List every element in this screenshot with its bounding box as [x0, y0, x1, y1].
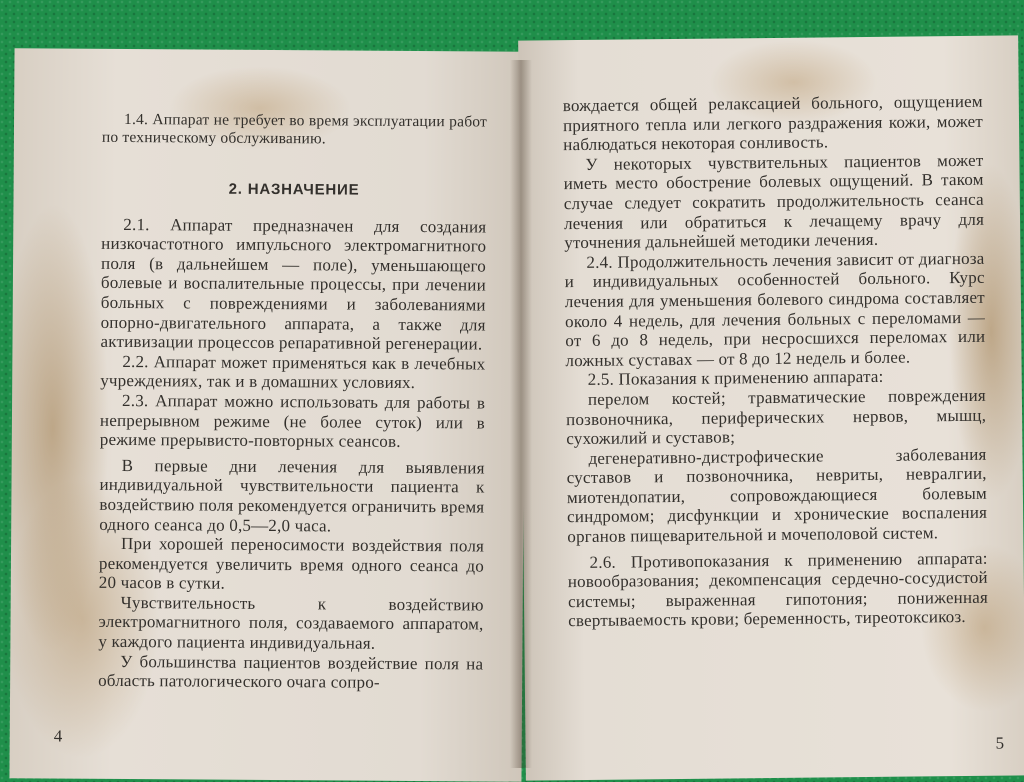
left-page: [9, 48, 526, 782]
paragraph-sensitivity: Чувствительность к воздействию электромагнитного поля, создаваемого аппаратом, у каждого пациента индивидуальная.: [98, 592, 484, 653]
paragraph-2-6: 2.6. Противопоказания к применению аппарата: новообразования; декомпенсация сердечно-сосудистой системы; выраженная гипотония; пониженная свертываемость крови; беременность, тиреотоксикоз.: [567, 548, 989, 631]
paragraph-1-4: 1.4. Аппарат не требует во время эксплуатации работ по техническому обслуживанию.: [101, 110, 488, 148]
paragraph-continued: вождается общей релаксацией больного, ощущением приятного тепла или легкого раздражения кожи, может наблюдаться некоторая сонливость.: [562, 91, 984, 155]
page-number-left: 4: [53, 726, 63, 746]
right-page-text: [563, 92, 989, 631]
paragraph-good-tolerance: При хорошей переносимости воздействия поля рекомендуется увеличить время одного сеанса до 20 часов в сутки.: [98, 534, 485, 593]
page-number-right: 5: [995, 733, 1005, 753]
paragraph-2-5: 2.5. Показания к применению аппарата:: [587, 367, 884, 390]
paragraph-indications-injuries: перелом костей; травматические повреждения позвоночника, периферических нервов, мышц, сухожилий и суставов;: [566, 385, 987, 449]
left-page-text: [98, 111, 487, 694]
paragraph-some-patients: У некоторых чувствительных пациентов может иметь место обострение болевых ощущений. В таком случае следует сократить продолжительность сеанса лечения или обратиться к лечащему врачу для уточнения дальнейшей методики лечения.: [563, 150, 985, 253]
section-heading-purpose: 2. НАЗНАЧЕНИЕ: [228, 180, 360, 199]
paragraph-2-4: 2.4. Продолжительность лечения зависит от диагноза и индивидуальных особенностей больного. Курс лечения для уменьшения болевого синдрома составляет около 4 недель, для лечения больных с переломами — от 6 до 8 недель, при несросшихся переломах или ложных суставах — от 8 до 12 недель и более.: [564, 248, 986, 370]
paragraph-2-3: 2.3. Аппарат можно использовать для работы в непрерывном режиме (не более суток) или в режиме прерывисто-повторных сеансов.: [99, 390, 486, 452]
paragraph-2-1: 2.1. Аппарат предназначен для создания низкочастотного импульсного электромагнитного поля (в дальнейшем — поле), уменьшающего болевые и воспалительные процессы, при лечении больных с повреждениями и заболеваниями опорно-двигательного аппарата, а также для активизации процессов репаративной регенерации.: [100, 214, 487, 354]
book-spine-shadow: [510, 60, 532, 768]
paragraph-majority: У большинства пациентов воздействие поля на область патологического очага сопро-: [98, 651, 484, 693]
paragraph-indications-diseases: дегенеративно-дистрофические заболевания суставов и позвоночника, невриты, невралгии, миотендопатии, сопровождающиеся болевым синдромом; дисфункции и хронические воспаления органов пищеварительной и мочеполовой систем.: [566, 444, 988, 547]
paragraph-first-days: В первые дни лечения для выявления индивидуальной чувствительности пациента к воздействию поля рекомендуется ограничить время одного сеанса до 0,5—2,0 часа.: [99, 455, 485, 535]
right-page: [518, 35, 1024, 780]
paragraph-2-2: 2.2. Аппарат может применяться как в лечебных учреждениях, так и в домашних условиях.: [100, 351, 486, 393]
